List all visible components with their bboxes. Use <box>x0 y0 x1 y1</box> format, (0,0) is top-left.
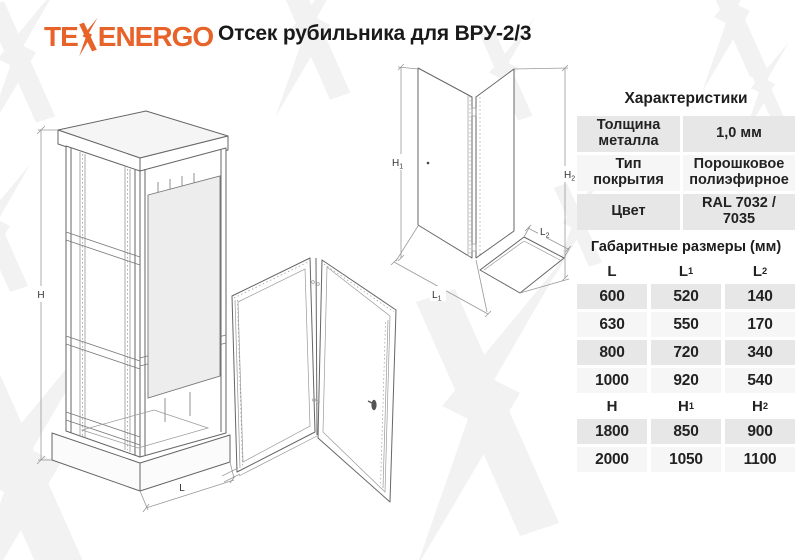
dim-value-cell: 920 <box>651 368 721 393</box>
lightning-x-icon <box>76 13 100 61</box>
characteristics-table <box>577 116 795 230</box>
dim-value-cell: 520 <box>651 284 721 309</box>
page-title: Отсек рубильника для ВРУ-2/3 <box>218 22 532 45</box>
drawing-cabinet-frame <box>30 100 235 525</box>
dim-header-cell: H 1 <box>677 397 694 415</box>
dim-value-cell: 2000 <box>577 447 647 472</box>
spec-row-label: Толщина металла <box>577 116 680 152</box>
dim-value-cell: 1800 <box>577 419 647 444</box>
texenergo-logo <box>44 13 213 61</box>
dim-header-cell: L 1 <box>678 262 694 280</box>
dim-value-cell: 170 <box>725 312 795 337</box>
dim-header-cell: L 2 <box>752 262 768 280</box>
dim-value-cell: 1000 <box>577 368 647 393</box>
dim-label-l1: $L_1$ <box>432 290 442 303</box>
dimensions-title: Габаритные размеры (мм) <box>590 239 782 255</box>
dim-value-cell: 720 <box>651 340 721 365</box>
dim-label-h2: $H_2$ <box>564 170 576 183</box>
dim-value-cell: 340 <box>725 340 795 365</box>
dim-header-cell: H 2 <box>751 397 768 415</box>
drawing-side-panels-dimensions <box>388 48 578 318</box>
dim-value-cell: 630 <box>577 312 647 337</box>
spec-row-value: 1,0 мм <box>683 116 795 152</box>
characteristics-title: Характеристики <box>624 90 748 107</box>
dim-label-h1: $H_1$ <box>392 158 404 171</box>
dim-value-cell: 800 <box>577 340 647 365</box>
dim-value-cell: 850 <box>651 419 721 444</box>
spec-row-label: Цвет <box>577 194 680 230</box>
dim-label-l: L <box>179 483 185 494</box>
dim-value-cell: 1100 <box>725 447 795 472</box>
dim-value-cell: 540 <box>725 368 795 393</box>
dim-value-cell: 900 <box>725 419 795 444</box>
dim-label-h: H <box>37 290 45 301</box>
dim-value-cell: 140 <box>725 284 795 309</box>
dim-label-l2: $L_2$ <box>540 227 550 240</box>
dim-value-cell: 600 <box>577 284 647 309</box>
dim-header-cell: L <box>607 262 617 280</box>
specs-panel <box>577 90 795 472</box>
spec-row-value: Порошковое полиэфирное <box>683 155 795 191</box>
dimensions-table <box>577 261 795 472</box>
logo-text-left: TE <box>44 21 78 52</box>
spec-row-value: RAL 7032 / 7035 <box>683 194 795 230</box>
dim-value-cell: 550 <box>651 312 721 337</box>
dim-header-cell: H <box>606 397 618 415</box>
logo-text-right: ENERGO <box>97 21 214 52</box>
dim-value-cell: 1050 <box>651 447 721 472</box>
spec-row-label: Тип покрытия <box>577 155 680 191</box>
